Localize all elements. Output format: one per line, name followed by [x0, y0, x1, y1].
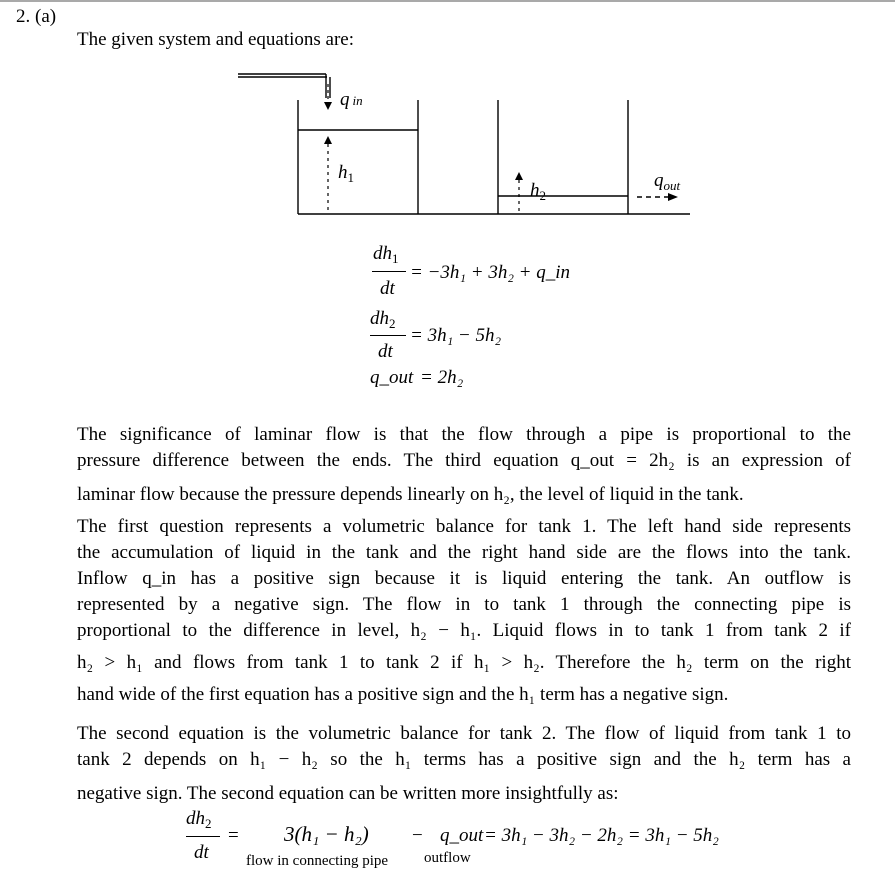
paragraph-laminar-flow: The significance of laminar flow is that the flow through a pipe is proportional to the pressure difference between the ends. The third equation q_out = 2h₂ is an expression of laminar flow because the pressure depends linearly on h₂, the level of liquid in the tank. [77, 424, 851, 505]
q-out-arrow [637, 193, 678, 201]
h1-label: $h_1$ [338, 162, 354, 185]
tank-system-diagram [230, 70, 700, 220]
paragraph-tank-2-balance: The second equation is the volumetric balance for tank 2. The flow of liquid from tank 1 to tank 2 depends on h₁ − h₂ so the h₁ terms has a positive sign and the h₂ term has a negative sign. The second equation can be written more insightfully as: [77, 723, 851, 804]
top-rule [0, 0, 895, 2]
q-out-label: $q_{out}$ [654, 170, 681, 193]
h2-arrow [515, 172, 523, 212]
intro-text: The given system and equations are: [77, 29, 355, 50]
question-number: 2. (a) [16, 6, 57, 27]
tank-2 [498, 100, 628, 214]
h2-label: $h_2$ [530, 180, 546, 203]
flow-in-pipe-label: flow in connecting pipe [246, 853, 389, 869]
q-in-label: q in [340, 89, 363, 110]
h1-arrow [324, 136, 332, 212]
q-in-arrow [324, 84, 332, 110]
outflow-label: outflow [424, 850, 471, 866]
paragraph-tank-1-balance: The first question represents a volumetric balance for tank 1. The left hand side represents the accumulation of liquid in the tank and the right hand side are the flows into the tank. Inflow q_in has a positive sign because it is liquid entering the tank. An outflow is represented by a negative sign. The flow in to tank 1 through the connecting pipe is proportional to the difference in level, h₂ − h₁. Liquid flows in to tank 1 from tank 2 if h₂ > h₁ and flows from tank 1 to tank 2 if h₁ > h₂. Therefore the h₂ term on the right hand wide of the first equation has a positive sign and the h₁ term has a negative sign. [77, 516, 851, 705]
inflow-pipe [238, 74, 330, 98]
tank-1 [298, 100, 418, 214]
